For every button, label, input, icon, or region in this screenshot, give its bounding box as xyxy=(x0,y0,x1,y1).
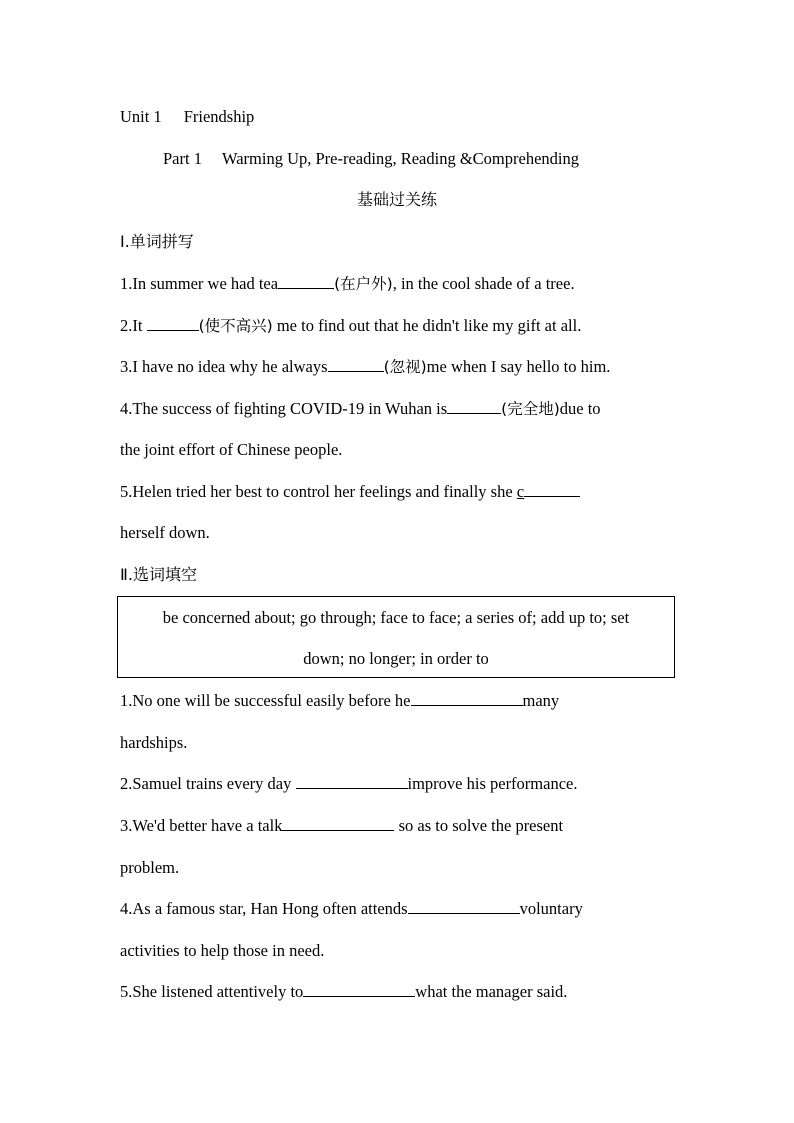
section2-item-3: 3.We'd better have a talk so as to solve the present xyxy=(120,816,564,835)
answer-blank[interactable] xyxy=(447,399,501,414)
answer-blank[interactable] xyxy=(303,982,415,997)
answer-blank[interactable] xyxy=(296,774,408,789)
answer-blank[interactable] xyxy=(282,816,394,831)
section1-item-3: 3.I have no idea why he always (忽视)me when I say hello to him. xyxy=(120,357,611,376)
section2-item-2: 2.Samuel trains every day improve his performance. xyxy=(120,774,578,793)
unit-heading xyxy=(120,107,254,127)
section1-item-1: 1.In summer we had tea (在户外), in the cool shade of a tree. xyxy=(120,274,575,293)
part-label: Part 1 xyxy=(163,149,202,168)
word-bank-box xyxy=(117,596,675,678)
part-heading xyxy=(163,149,579,169)
answer-blank[interactable] xyxy=(408,899,520,914)
answer-blank[interactable] xyxy=(147,316,199,331)
section1-item-5-cont: herself down. xyxy=(120,523,210,542)
section1-item-4: 4.The success of fighting COVID-19 in Wuhan is (完全地)due to xyxy=(120,399,601,418)
section1-item-2: 2.It (使不高兴) me to find out that he didn't like my gift at all. xyxy=(120,316,582,335)
unit-label: Unit 1 xyxy=(120,107,162,126)
section2-item-1-cont: hardships. xyxy=(120,733,188,752)
answer-blank[interactable] xyxy=(411,691,523,706)
answer-blank[interactable] xyxy=(328,357,384,372)
answer-blank[interactable] xyxy=(524,482,580,497)
section1-item-5: 5.Helen tried her best to control her feelings and finally she c xyxy=(120,482,580,502)
word-bank-line-1: be concerned about; go through; face to face; a series of; add up to; set xyxy=(162,608,630,627)
section1-item-4-cont: the joint effort of Chinese people. xyxy=(120,440,343,459)
unit-title: Friendship xyxy=(183,107,255,126)
section2-item-1: 1.No one will be successful easily before he many xyxy=(120,691,560,710)
section2-item-4: 4.As a famous star, Han Hong often attends voluntary xyxy=(120,899,583,918)
subtitle: 基础过关练 xyxy=(356,190,437,209)
section1-heading: Ⅰ.单词拼写 xyxy=(120,232,194,251)
section2-item-3-cont: problem. xyxy=(120,858,180,877)
word-bank-line-2: down; no longer; in order to xyxy=(303,649,489,668)
section2-heading: Ⅱ.选词填空 xyxy=(120,565,197,584)
part-title: Warming Up, Pre-reading, Reading &Comprehending xyxy=(221,149,579,168)
section2-item-4-cont: activities to help those in need. xyxy=(120,941,325,960)
answer-blank[interactable] xyxy=(278,274,334,289)
section2-item-5: 5.She listened attentively to what the manager said. xyxy=(120,982,568,1001)
first-letter-hint: c xyxy=(516,482,525,501)
